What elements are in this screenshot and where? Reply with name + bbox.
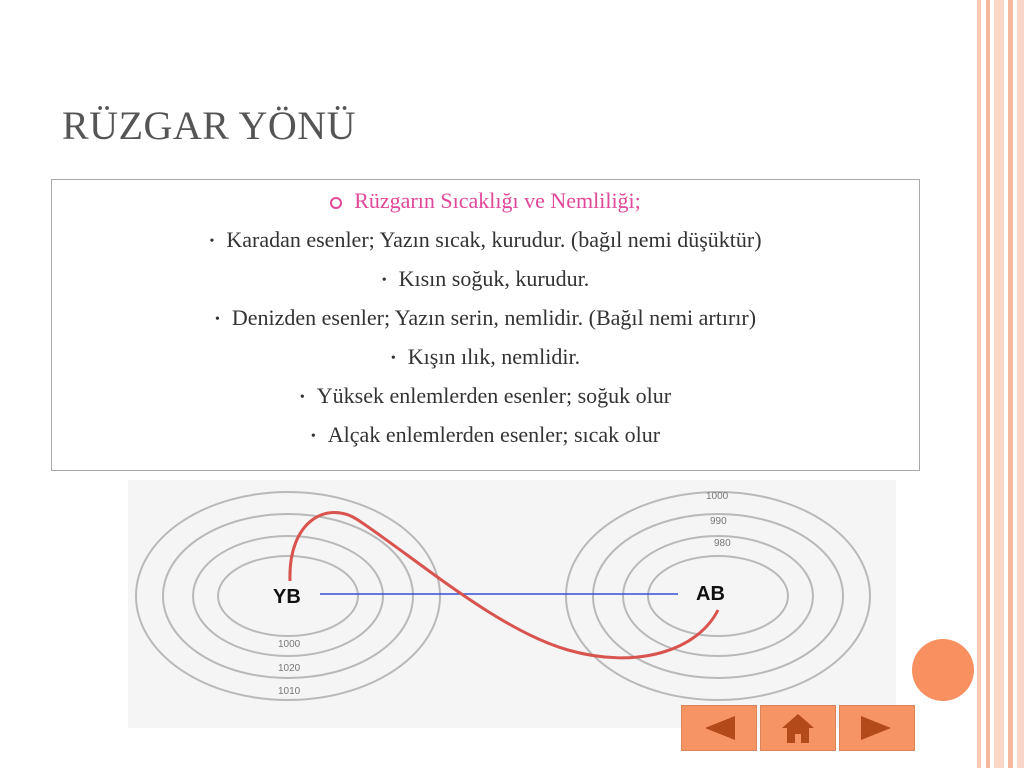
bullet-item	[52, 266, 919, 292]
bullet-dot-icon: •	[381, 272, 387, 288]
bullet-item	[52, 305, 919, 331]
bullet-text: Karadan esenler; Yazın sıcak, kurudur. (bağıl nemi düşüktür)	[226, 227, 762, 252]
heading-text: Rüzgarın Sıcaklığı ve Nemliliği;	[354, 188, 641, 213]
bullet-text: Denizden esenler; Yazın serin, nemlidir. (Bağıl nemi artırır)	[231, 305, 757, 330]
bullet-dot-icon: •	[390, 350, 396, 366]
isobar-label: 980	[714, 538, 731, 549]
isobar-label: 1020	[278, 663, 301, 674]
decorative-circle	[912, 639, 974, 701]
isobar-label: 1010	[278, 686, 301, 697]
decorative-stripe	[1017, 0, 1024, 768]
bullet-dot-icon: •	[209, 233, 215, 249]
low-pressure-label: AB	[696, 583, 725, 605]
bullet-dot-icon: •	[299, 389, 305, 405]
isobar-label: 1000	[706, 491, 729, 502]
bullet-dot-icon: •	[310, 428, 316, 444]
triangle-left-icon	[699, 713, 739, 743]
bullet-item	[52, 227, 919, 253]
decorative-stripe	[994, 0, 1004, 768]
high-pressure-label: YB	[273, 586, 301, 608]
bullet-text: Kışın ılık, nemlidir.	[407, 344, 581, 369]
bullet-item	[52, 422, 919, 448]
previous-button[interactable]	[681, 705, 757, 751]
isobar-label: 1000	[278, 639, 301, 650]
bullet-item	[52, 383, 919, 409]
content-box	[51, 179, 920, 471]
decorative-stripe	[986, 0, 990, 768]
pressure-diagram-svg	[128, 480, 896, 728]
pressure-wind-diagram	[128, 480, 896, 728]
bullet-text: Kısın soğuk, kurudur.	[398, 266, 590, 291]
slide-title: RÜZGAR YÖNÜ	[62, 103, 357, 148]
heading-line	[52, 188, 919, 214]
decorative-stripe	[977, 0, 981, 768]
bullet-dot-icon: •	[214, 311, 220, 327]
bullet-text: Alçak enlemlerden esenler; sıcak olur	[327, 422, 661, 447]
bullet-item	[52, 344, 919, 370]
home-icon	[778, 711, 818, 745]
triangle-right-icon	[857, 713, 897, 743]
wind-path	[290, 513, 718, 658]
ring-bullet-icon	[330, 197, 342, 209]
next-button[interactable]	[839, 705, 915, 751]
home-button[interactable]	[760, 705, 836, 751]
bullet-text: Yüksek enlemlerden esenler; soğuk olur	[316, 383, 672, 408]
isobar-label: 990	[710, 516, 727, 527]
decorative-stripe	[1008, 0, 1013, 768]
